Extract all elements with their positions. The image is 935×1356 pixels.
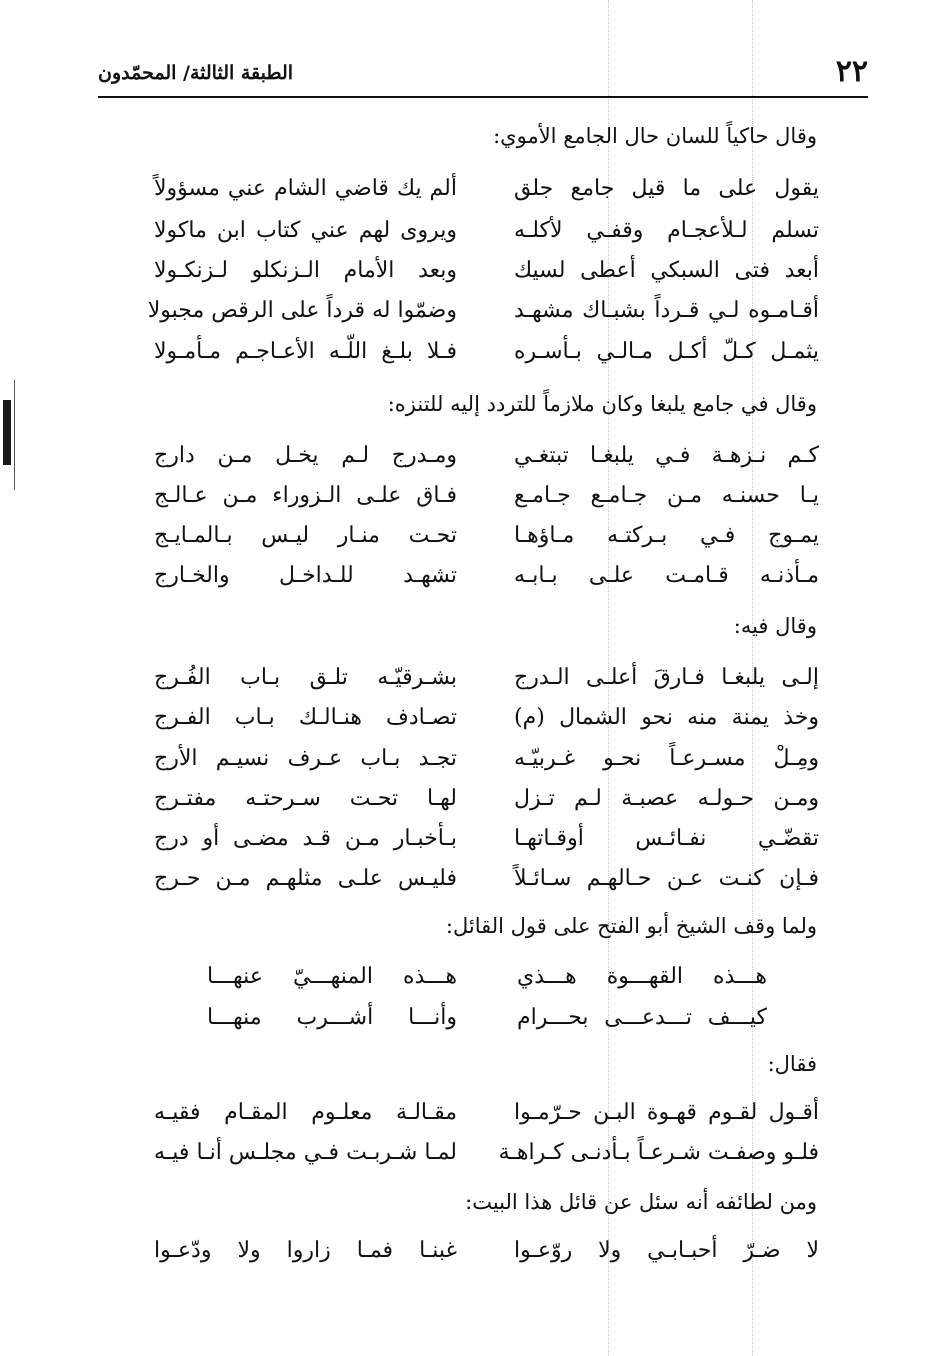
- verse-first-hemistich: هـــذه القهـــوة هـــذي: [517, 964, 767, 989]
- verse-second-hemistich: ويروى لهم عني كتاب ابن ماكولا: [154, 218, 457, 243]
- section-intro: وقال في جامع يلبغا وكان ملازماً للتردد إليه للتنزه:: [387, 392, 817, 416]
- page-header: [98, 52, 868, 98]
- verse-second-hemistich: فـاق علـى الـزوراء مـن عـالـج: [154, 483, 457, 508]
- section-intro: فقال:: [767, 1052, 817, 1076]
- verse-first-hemistich: يقول على ما قيل جامع جلق: [514, 176, 819, 201]
- verse-first-hemistich: فلـو وصفـت شـرعـاً بـأدنـى كـراهـة: [498, 1140, 819, 1165]
- verse-first-hemistich: يثمـل كـلّ أكـل مـالـي بـأسـره: [514, 339, 819, 364]
- section-intro: ولما وقف الشيخ أبو الفتح على قول القائل:: [445, 914, 817, 938]
- verse-first-hemistich: تقضّـي نفـائـس أوقـاتهـا: [514, 826, 819, 851]
- verse-second-hemistich: ألم يك قاضي الشام عني مسؤولاً: [154, 176, 457, 201]
- verse-first-hemistich: أبعد فتى السبكي أعطى لسيك: [514, 258, 819, 283]
- verse-first-hemistich: يمـوج فـي بـركتـه مـاؤهـا: [514, 523, 819, 548]
- verse-second-hemistich: بـأخبـار مـن قـد مضـى أو درج: [154, 826, 457, 851]
- verse-second-hemistich: غبنـا فمـا زاروا ولا ودّعـوا: [154, 1238, 457, 1263]
- binding-edge-mark: [3, 400, 11, 465]
- verse-first-hemistich: ومِـلْ مسـرعـاً نحـو غـربيّـه: [514, 746, 819, 771]
- verse-first-hemistich: كيـــف تـــدعـــى بحـــرام: [517, 1005, 767, 1030]
- section-intro: ومن لطائفه أنه سئل عن قائل هذا البيت:: [465, 1190, 817, 1214]
- verse-second-hemistich: لمـا شـربـت فـي مجلـس أنـا فيـه: [154, 1140, 457, 1165]
- verse-second-hemistich: تشهـد للـداخـل والخـارج: [154, 563, 457, 588]
- page-number: ٢٢: [835, 54, 868, 89]
- verse-second-hemistich: هـــذه المنهـــيّ عنهـــا: [207, 964, 457, 989]
- verse-second-hemistich: لهـا تحـت سـرحتـه مفتـرج: [154, 786, 457, 811]
- verse-first-hemistich: تسلم لـلأعجـام وقفـي لأكلـه: [514, 218, 819, 243]
- verse-first-hemistich: إلـى يلبغـا فـارقَ أعلـى الـدرج: [514, 665, 819, 690]
- verse-second-hemistich: فـلا بلـغ اللّـه الأعـاجـم مـأمـولا: [154, 339, 457, 364]
- verse-second-hemistich: فليـس علـى مثلهـم مـن حـرج: [154, 866, 457, 891]
- verse-first-hemistich: وخذ يمنة منه نحو الشمال (م): [514, 705, 819, 730]
- verse-second-hemistich: ومـدرج لـم يخـل مـن دارج: [154, 443, 457, 468]
- verse-second-hemistich: تحـت منـار ليـس بـالمـايـج: [154, 523, 457, 548]
- verse-first-hemistich: يـا حسنـه مـن جـامـع جـامـع: [514, 483, 819, 508]
- section-intro: وقال فيه:: [733, 614, 817, 638]
- verse-first-hemistich: فـإن كنـت عـن حـالهـم سـائـلاً: [514, 866, 819, 891]
- verse-first-hemistich: أقـامـوه لـي قـرداً بشبـاك مشهـد: [514, 298, 819, 323]
- verse-second-hemistich: بشـرقيّـه تلـق بـاب الفُـرج: [154, 665, 457, 690]
- verse-first-hemistich: كـم نـزهـة فـي يلبغـا تبتغـي: [514, 443, 819, 468]
- verse-second-hemistich: تجـد بـاب عـرف نسيـم الأرج: [154, 746, 457, 771]
- verse-second-hemistich: مقـالـة معلـوم المقـام فقيـه: [154, 1100, 457, 1125]
- section-intro: وقال حاكياً للسان حال الجامع الأموي:: [493, 124, 817, 148]
- verse-first-hemistich: مـأذنـه قـامـت علـى بـابـه: [514, 563, 819, 588]
- verse-second-hemistich: تصـادف هنـالـك بـاب الفـرج: [154, 705, 457, 730]
- verse-first-hemistich: ومـن حـولـه عصبـة لـم تـزل: [514, 786, 819, 811]
- verse-second-hemistich: وضمّوا له قرداً على الرقص مجبولا: [147, 298, 457, 323]
- verse-second-hemistich: وأنـــا أشـــرب منهـــا: [207, 1005, 457, 1030]
- running-title: الطبقة الثالثة/ المحمّدون: [98, 62, 294, 84]
- binding-edge-line: [14, 380, 15, 490]
- verse-second-hemistich: وبعد الأمام الـزنكلو لـزنكـولا: [154, 258, 457, 283]
- verse-first-hemistich: لا ضـرّ أحبـابـي ولا روّعـوا: [514, 1238, 819, 1263]
- verse-first-hemistich: أقـول لقـوم قهـوة البـن حـرّمـوا: [514, 1100, 819, 1125]
